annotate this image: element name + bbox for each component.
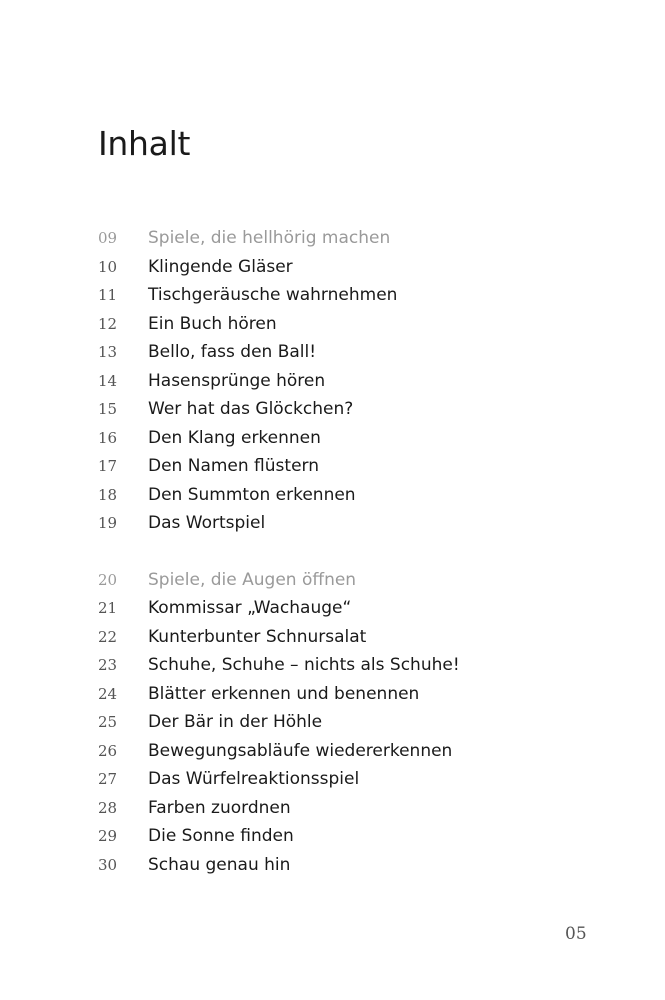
toc-entry [98, 253, 598, 282]
section-title: Spiele, die hellhörig machen [148, 228, 391, 248]
entry-title: Der Bär in der Höhle [148, 712, 323, 732]
page-title: Inhalt [98, 124, 191, 163]
section-heading [98, 566, 598, 595]
entry-title: Blätter erkennen und benennen [148, 683, 420, 704]
page-ref: 21 [98, 599, 118, 617]
page-ref: 25 [98, 713, 118, 731]
toc-section-hearing [98, 224, 598, 538]
toc-entry [98, 594, 598, 623]
toc-entry [98, 424, 598, 453]
toc-entry [98, 452, 598, 481]
page-ref: 14 [98, 371, 118, 390]
entry-title: Schau genau hin [148, 854, 291, 875]
entry-title: Den Klang erkennen [148, 427, 321, 448]
page-ref: 27 [98, 770, 118, 788]
toc-entry [98, 651, 598, 680]
toc-entry [98, 822, 598, 851]
page-ref: 17 [98, 457, 118, 475]
entry-title: Klingende Gläser [148, 256, 293, 277]
page-ref: 11 [98, 286, 118, 304]
section-heading [98, 224, 598, 253]
page-ref: 23 [98, 656, 118, 674]
toc-entry [98, 851, 598, 880]
entry-title: Hasensprünge hören [148, 370, 326, 391]
entry-title: Bello, fass den Ball! [148, 342, 317, 362]
entry-title: Bewegungsabläufe wiedererkennen [148, 740, 453, 761]
toc-entry [98, 765, 598, 794]
toc-entry [98, 310, 598, 339]
table-of-contents [98, 224, 598, 879]
entry-title: Das Würfelreaktionsspiel [148, 769, 360, 789]
entry-title: Den Namen flüstern [148, 456, 319, 476]
page-number: 05 [565, 924, 587, 944]
toc-entry [98, 623, 598, 652]
entry-title: Die Sonne finden [148, 826, 294, 846]
page-ref: 22 [98, 627, 118, 646]
page-ref: 20 [98, 570, 118, 589]
entry-title: Den Summton erkennen [148, 484, 356, 505]
page-ref: 28 [98, 798, 118, 817]
page-ref: 26 [98, 741, 118, 760]
page-ref: 24 [98, 684, 118, 703]
entry-title: Farben zuordnen [148, 797, 291, 818]
page-ref: 10 [98, 257, 118, 276]
page-ref: 09 [98, 229, 118, 247]
entry-title: Tischgeräusche wahrnehmen [148, 285, 398, 305]
toc-entry [98, 708, 598, 737]
entry-title: Kommissar „Wachauge“ [148, 598, 352, 618]
toc-entry [98, 338, 598, 367]
page-ref: 15 [98, 400, 118, 418]
entry-title: Schuhe, Schuhe – nichts als Schuhe! [148, 655, 460, 675]
toc-entry [98, 281, 598, 310]
toc-section-seeing [98, 566, 598, 880]
section-title: Spiele, die Augen öffnen [148, 569, 357, 590]
toc-entry [98, 794, 598, 823]
page-ref: 29 [98, 827, 118, 845]
entry-title: Kunterbunter Schnursalat [148, 626, 367, 647]
entry-title: Ein Buch hören [148, 313, 277, 334]
entry-title: Wer hat das Glöckchen? [148, 399, 354, 419]
entry-title: Das Wortspiel [148, 513, 266, 533]
toc-entry [98, 509, 598, 538]
page-ref: 30 [98, 855, 118, 874]
page-ref: 13 [98, 343, 118, 361]
toc-entry [98, 367, 598, 396]
toc-entry [98, 481, 598, 510]
page-ref: 16 [98, 428, 118, 447]
page-ref: 12 [98, 314, 118, 333]
toc-entry [98, 680, 598, 709]
toc-entry [98, 737, 598, 766]
page-ref: 18 [98, 485, 118, 504]
toc-entry [98, 395, 598, 424]
page-ref: 19 [98, 514, 118, 532]
